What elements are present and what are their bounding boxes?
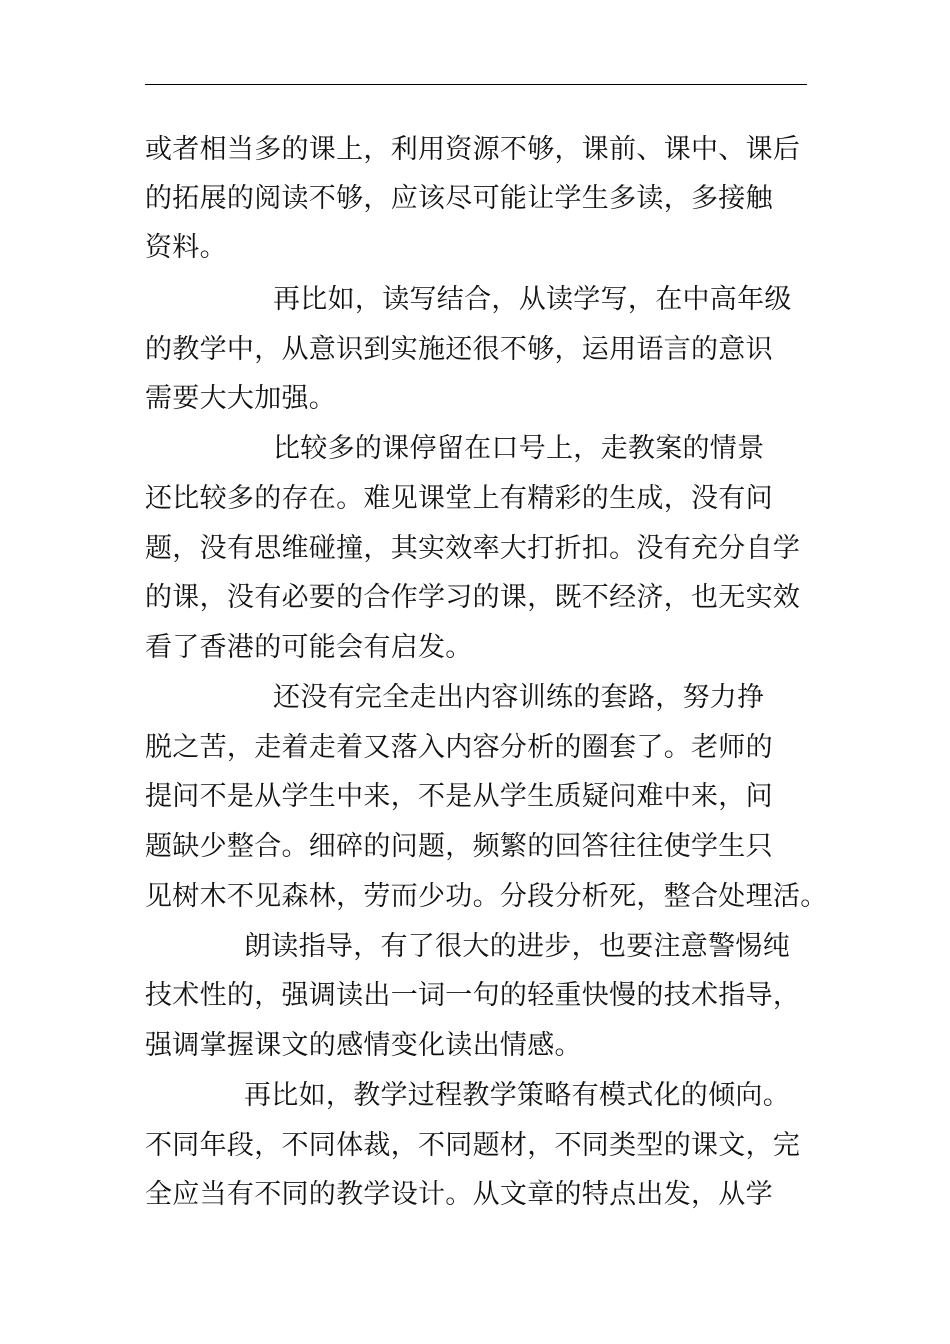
text-line: 题，没有思维碰撞，其实效率大打折扣。没有充分自学 xyxy=(145,533,801,564)
paragraph-first-line: 比较多的课停留在口号上，走教案的情景 xyxy=(273,433,765,464)
text-line: 资料。 xyxy=(145,232,227,263)
text-line: 脱之苦，走着走着又落入内容分析的圈套了。老师的 xyxy=(145,732,773,763)
text-line: 需要大大加强。 xyxy=(145,383,337,414)
paragraph-first-line: 朗读指导，有了很大的进步，也要注意警惕纯 xyxy=(244,931,790,962)
text-line: 全应当有不同的教学设计。从文章的特点出发，从学 xyxy=(145,1179,773,1210)
header-rule xyxy=(145,84,807,85)
text-line: 技术性的，强调读出一词一句的轻重快慢的技术指导， xyxy=(145,980,801,1011)
text-line: 或者相当多的课上，利用资源不够，课前、课中、课后 xyxy=(145,134,801,165)
text-line: 提问不是从学生中来，不是从学生质疑问难中来，问 xyxy=(145,781,773,812)
text-line: 题缺少整合。细碎的问题，频繁的回答往往使学生只 xyxy=(145,831,773,862)
paragraph-first-line: 再比如，读写结合，从读学写，在中高年级 xyxy=(273,284,792,315)
paragraph-first-line: 还没有完全走出内容训练的套路，努力挣 xyxy=(273,682,765,713)
text-line: 不同年段，不同体裁，不同题材，不同类型的课文，完 xyxy=(145,1130,801,1161)
text-line: 还比较多的存在。难见课堂上有精彩的生成，没有问 xyxy=(145,483,773,514)
text-line: 见树木不见森林，劳而少功。分段分析死，整合处理活。 xyxy=(145,881,828,912)
paragraph-first-line: 再比如，教学过程教学策略有模式化的倾向。 xyxy=(244,1080,790,1111)
text-line: 看了香港的可能会有启发。 xyxy=(145,632,473,663)
text-line: 的拓展的阅读不够，应该尽可能让学生多读，多接触 xyxy=(145,183,773,214)
text-line: 强调掌握课文的感情变化读出情感。 xyxy=(145,1030,582,1061)
text-line: 的教学中，从意识到实施还很不够，运用语言的意识 xyxy=(145,334,773,365)
text-line: 的课，没有必要的合作学习的课，既不经济，也无实效 xyxy=(145,582,801,613)
